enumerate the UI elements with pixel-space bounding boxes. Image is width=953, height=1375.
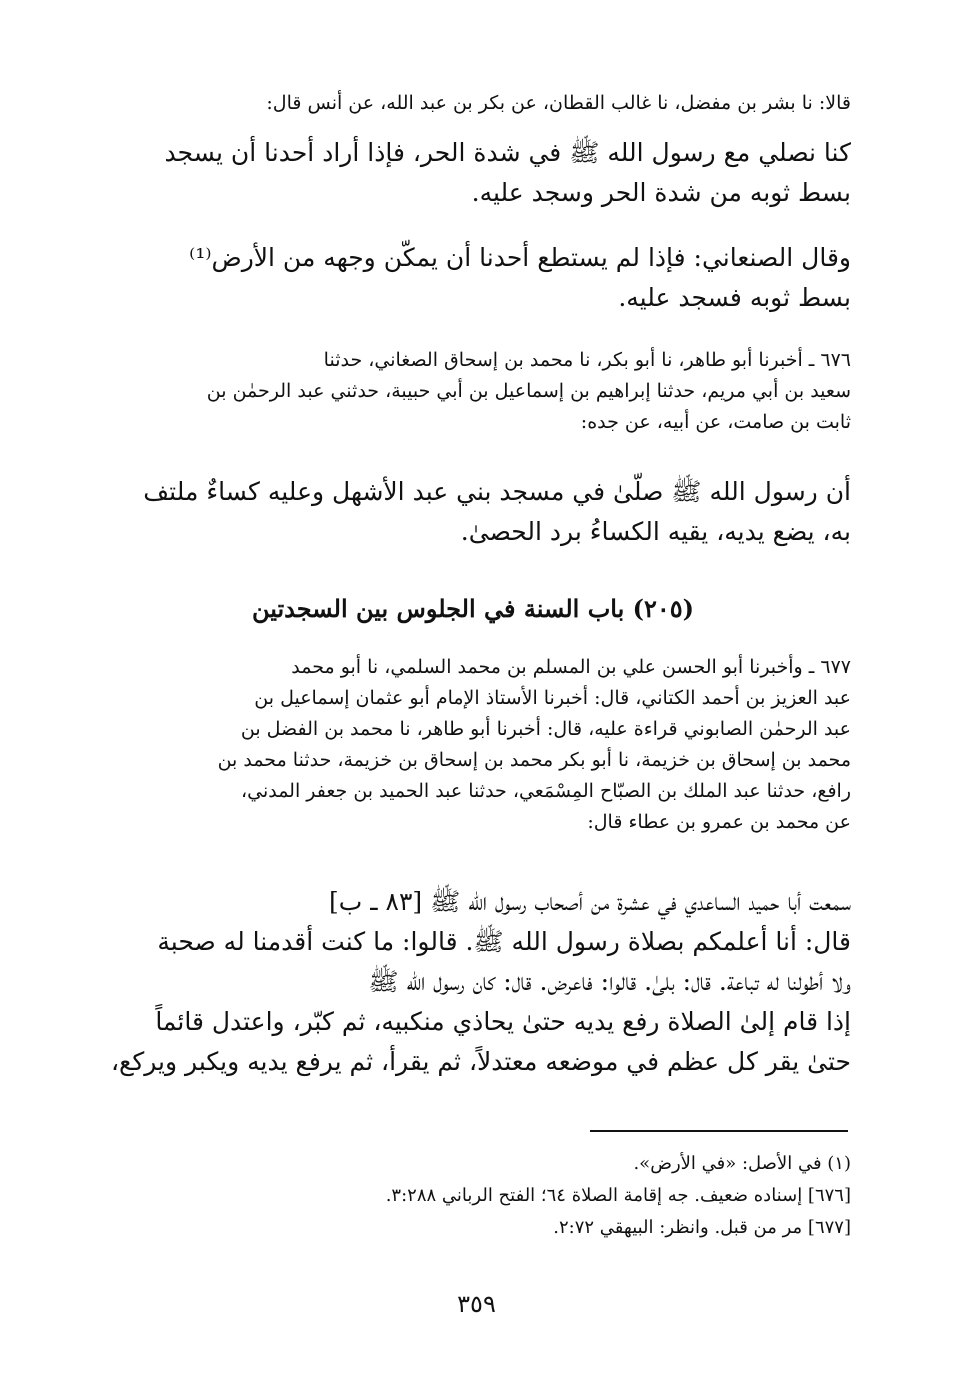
text-line: قالا: نا بشر بن مفضل، نا غالب القطان، عن بكر بن عبد الله، عن أنس قال: <box>266 92 851 114</box>
footnote-divider <box>590 1130 848 1132</box>
text-line: إذا قام إلىٰ الصلاة رفع يديه حتىٰ يحاذي منكبيه، ثم كبّر، واعتدل قائماً <box>155 1007 851 1036</box>
text-line: بسط ثوبه فسجد عليه. <box>618 283 851 312</box>
paragraph-sanani <box>95 238 851 318</box>
text-line: ثابت بن صامت، عن أبيه، عن جده: <box>580 411 851 433</box>
text-line: عن محمد بن عمرو بن عطاء قال: <box>587 811 851 833</box>
page-number: ٣٥٩ <box>457 1290 496 1318</box>
text-line: به، يضع يديه، يقيه الكساءُ برد الحصىٰ. <box>460 517 851 546</box>
text-line: بسط ثوبه من شدة الحر وسجد عليه. <box>471 178 851 207</box>
footnote: [٦٧٧] مر من قبل. وانظر: البيهقي ٢:٧٢. <box>553 1217 851 1238</box>
paragraph-hadith-1 <box>95 133 851 213</box>
text-line: ٦٧٦ ـ أخبرنا أبو طاهر، نا أبو بكر، نا محمد بن إسحاق الصغاني، حدثنا <box>323 349 851 371</box>
footnote: (١) في الأصل: «في الأرض». <box>633 1153 851 1174</box>
text-line: ٦٧٧ ـ وأخبرنا أبو الحسن علي بن المسلم بن محمد السلمي، نا أبو محمد <box>291 656 851 678</box>
paragraph-isnad-677 <box>95 652 851 838</box>
text-line: أن رسول الله ﷺ صلّىٰ في مسجد بني عبد الأشهل وعليه كساءٌ ملتف <box>143 477 851 506</box>
chapter-heading: (٢٠٥) باب السنة في الجلوس بين السجدتين <box>251 594 695 623</box>
text-line: كنا نصلي مع رسول الله ﷺ في شدة الحر، فإذا أراد أحدنا أن يسجد <box>164 138 851 167</box>
paragraph-isnad-1 <box>95 88 851 119</box>
text-line: رافع، حدثنا عبد الملك بن الصبّاح المِسْمَعي، حدثنا عبد الحميد بن جعفر المدني، <box>240 780 851 802</box>
text-line: عبد الرحمٰن الصابوني قراءة عليه، قال: أخبرنا أبو طاهر، نا محمد بن الفضل بن <box>240 718 851 740</box>
text-line: قال: أنا أعلمكم بصلاة رسول الله ﷺ. قالوا: ما كنت أقدمنا له صحبة <box>157 927 851 956</box>
text-line: وقال الصنعاني: فإذا لم يستطع أحدنا أن يمكّن وجهه من الأرض⁽¹⁾ <box>189 243 851 272</box>
paragraph-hadith-677 <box>95 882 851 1082</box>
footnotes <box>200 1148 851 1244</box>
paragraph-isnad-676 <box>95 345 851 438</box>
paragraph-hadith-676 <box>95 472 851 552</box>
text-line: عبد العزيز بن أحمد الكتاني، قال: أخبرنا الأستاذ الإمام أبو عثمان إسماعيل بن <box>254 687 851 709</box>
text-line: سمعت أبا حميد الساعدي في عشرة من أصحاب رسول الله ﷺ [٨٣ ـ ب] <box>329 887 851 916</box>
text-line: حتىٰ يقر كل عظم في موضعه معتدلاً، ثم يقرأ، ثم يرفع يديه ويكبر ويركع، <box>110 1047 851 1076</box>
footnote: [٦٧٦] إسناده ضعيف. جه إقامة الصلاة ٦٤؛ الفتح الرباني ٣:٢٨٨. <box>385 1185 851 1206</box>
text-line: محمد بن إسحاق بن خزيمة، نا أبو بكر محمد بن إسحاق بن خزيمة، حدثنا محمد بن <box>217 749 851 771</box>
text-line: سعيد بن أبي مريم، حدثنا إبراهيم بن إسماعيل بن أبي حبيبة، حدثني عبد الرحمٰن بن <box>206 380 851 402</box>
text-line: ولا أطولنا له تباعة. قال: بلىٰ. قالوا: فاعرض. قال: كان رسول الله ﷺ <box>368 967 851 996</box>
